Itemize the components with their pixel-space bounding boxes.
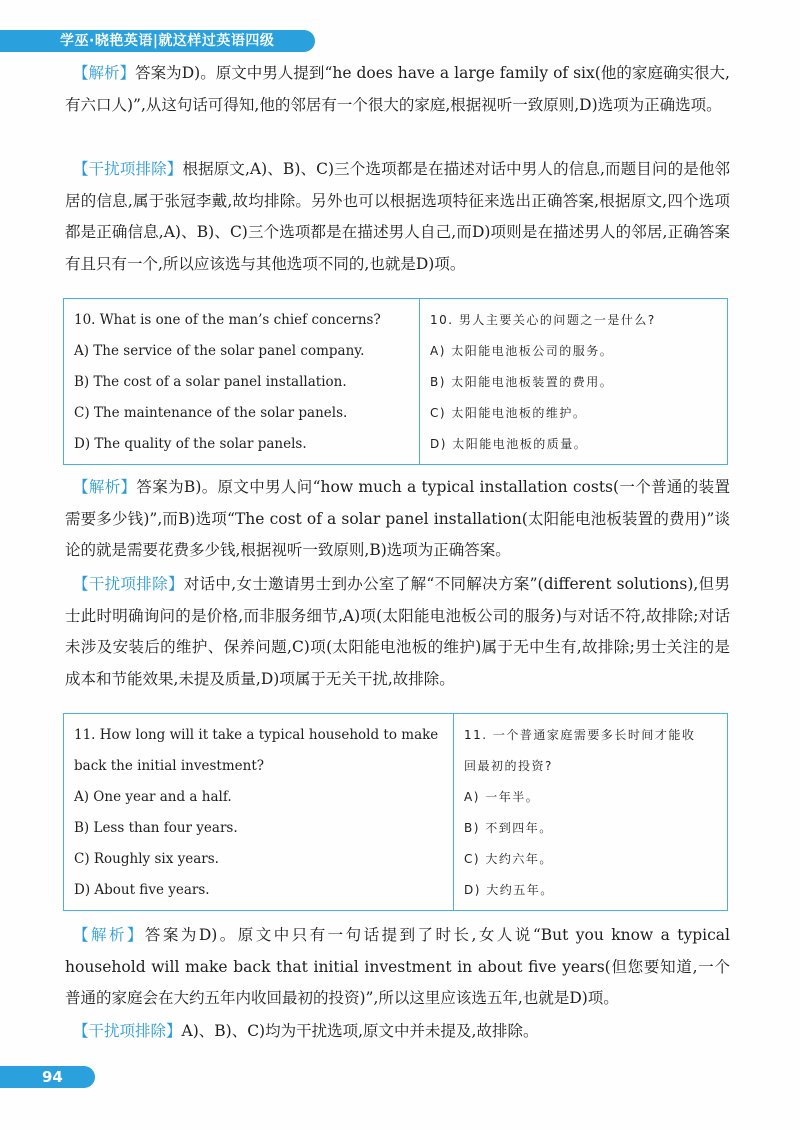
distractor-paragraph-q11 [65, 1016, 730, 1048]
distractor-text: A)、B)、C)均为干扰选项,原文中并未提及,故排除。 [181, 1022, 539, 1040]
option-zh-a: A) 一年半。 [464, 790, 540, 804]
question-en-line-1: 11. How long will it take a typical household to make [74, 727, 439, 743]
analysis-paragraph-q9 [65, 58, 730, 121]
analysis-tag: 【解析】 [73, 926, 145, 944]
analysis-paragraph-q11 [65, 920, 730, 1015]
option-zh-b: B) 不到四年。 [464, 821, 553, 835]
analysis-paragraph-q10 [65, 472, 730, 567]
option-en-c: C) Roughly six years. [74, 851, 219, 867]
analysis-text: 答案为D)。原文中男人提到“he does have a large family of six(他的家庭确实很大,有六口人)”,从这句话可得知,他的邻居有一个很大的家庭,根据视听一致原则,D)选项为正确选项。 [65, 64, 730, 114]
option-en-a: A) One year and a half. [74, 789, 232, 805]
distractor-text: 根据原文,A)、B)、C)三个选项都是在描述对话中男人的信息,而题目问的是他邻居的信息,属于张冠李戴,故均排除。另外也可以根据选项特征来选出正确答案,根据原文,四个选项都是正确信息,A)、B)、C)三个选项都是在描述男人自己,而D)项则是在描述男人的邻居,正确答案有且只有一个,所以应该选与其他选项不同的,也就是D)项。 [65, 160, 730, 273]
analysis-text: 答案为D)。原文中只有一句话提到了时长,女人说“But you know a typical household will make back that initial investment in about five years(但您要知道,一个普通的家庭会在大约五年内收回最初的投资)”,所以这里应该选五年,也就是D)项。 [65, 926, 730, 1007]
distractor-tag: 【干扰项排除】 [73, 160, 183, 178]
question-en: 10. What is one of the man’s chief concerns? [74, 312, 381, 328]
distractor-tag: 【干扰项排除】 [73, 575, 184, 593]
question-zh-line-1: 11. 一个普通家庭需要多长时间才能收 [464, 728, 696, 742]
question-english-column [64, 299, 420, 464]
option-en-c: C) The maintenance of the solar panels. [74, 405, 348, 421]
question-english-column [64, 714, 454, 910]
option-en-b: B) The cost of a solar panel installation. [74, 374, 347, 390]
option-zh-c: C) 大约六年。 [464, 852, 553, 866]
option-en-d: D) About five years. [74, 882, 210, 898]
option-en-a: A) The service of the solar panel company. [74, 343, 365, 359]
question-table-10 [63, 298, 728, 465]
option-en-d: D) The quality of the solar panels. [74, 436, 307, 452]
analysis-tag: 【解析】 [73, 478, 137, 496]
distractor-paragraph-q9 [65, 154, 730, 280]
question-chinese-column [420, 299, 727, 464]
question-en-line-2: back the initial investment? [74, 758, 264, 774]
analysis-tag: 【解析】 [73, 64, 136, 82]
distractor-paragraph-q10 [65, 569, 730, 695]
option-zh-c: C) 太阳能电池板的维护。 [430, 406, 587, 420]
distractor-text: 对话中,女士邀请男士到办公室了解“不同解决方案”(different solutions),但男士此时明确询问的是价格,而非服务细节,A)项(太阳能电池板公司的服务)与对话不符,故排除;对话未涉及安装后的维护、保养问题,C)项(太阳能电池板的维护)属于无中生有,故排除;男士关注的是成本和节能效果,未提及质量,D)项属于无关干扰,故排除。 [65, 575, 730, 688]
option-zh-d: D) 大约五年。 [464, 883, 554, 897]
option-zh-a: A) 太阳能电池板公司的服务。 [430, 344, 614, 358]
option-zh-d: D) 太阳能电池板的质量。 [430, 437, 588, 451]
page-header-title: 学巫·晓艳英语|就这样过英语四级 [60, 33, 275, 49]
question-table-11 [63, 713, 728, 911]
page-number: 94 [42, 1068, 63, 1086]
option-zh-b: B) 太阳能电池板装置的费用。 [430, 375, 614, 389]
question-zh-line-2: 回最初的投资? [464, 759, 553, 773]
option-en-b: B) Less than four years. [74, 820, 238, 836]
question-zh: 10. 男人主要关心的问题之一是什么? [430, 313, 656, 327]
analysis-text: 答案为B)。原文中男人问“how much a typical installation costs(一个普通的装置需要多少钱)”,而B)选项“The cost of a solar panel installation(太阳能电池板装置的费用)”谈论的就是需要花费多少钱,根据视听一致原则,B)选项为正确答案。 [65, 478, 730, 559]
distractor-tag: 【干扰项排除】 [73, 1022, 182, 1040]
question-chinese-column [454, 714, 727, 910]
